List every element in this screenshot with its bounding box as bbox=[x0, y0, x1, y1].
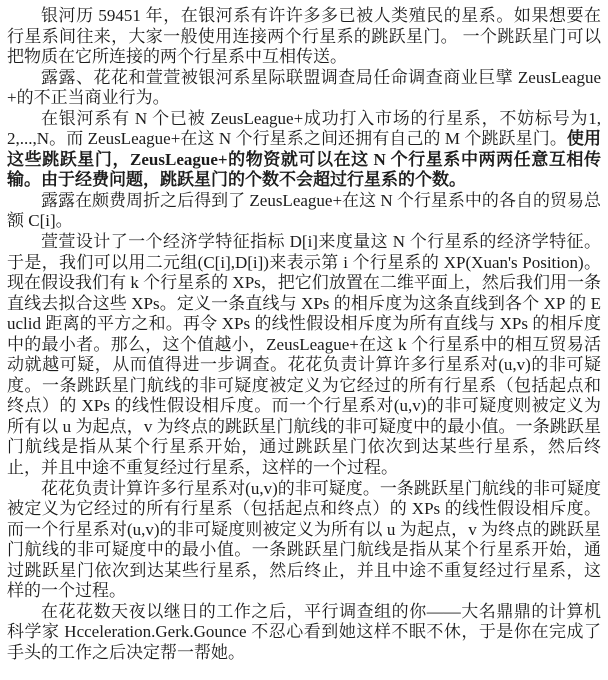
paragraph-text: 在银河系有 N 个已被 ZeusLeague+成功打入市场的行星系，不妨标号为1,2,...,N。而 ZeusLeague+在这 N 个行星系之间还拥有自己的 M 个跳跃星门。 bbox=[7, 108, 601, 149]
paragraph-text: 银河历 59451 年，在银河系有许许多多已被人类殖民的星系。如果想要在行星系间往来，大家一般使用连接两个行星系的跳跃星门。 一个跳跃星门可以把物质在它所连接的两个行星系中互相传送。 bbox=[7, 6, 601, 67]
paragraph-xp-definition bbox=[7, 232, 601, 479]
paragraph-trade-amounts bbox=[7, 191, 601, 232]
paragraph-text: 在花花数天夜以继日的工作之后，平行调查组的你——大名鼎鼎的计算机科学家 Hcceleration.Gerk.Gounce 不忍心看到她这样不眠不休，于是你在完成了手头的工作之后决定帮一帮她。 bbox=[7, 601, 601, 662]
paragraph-investigators bbox=[7, 68, 601, 109]
paragraph-text: 露露、花花和萱萱被银河系星际联盟调查局任命调查商业巨擘 ZeusLeague+的不正当商业行为。 bbox=[7, 67, 601, 108]
paragraph-text: 萱萱设计了一个经济学特征指标 D[i]来度量这 N 个行星系的经济学特征。于是，我们可以用二元组(C[i],D[i])来表示第 i 个行星系的 XP(Xuan's Position)。现在假设我们有 k 个行星系的 XPs，把它们放置在二维平面上，然后我们用一条直线去拟合这些 XPs。定义一条直线与 XPs 的相斥度为这条直线到各个 XP 的 Euclid 距离的平方之和。再令 XPs 的线性假设相斥度为所有直线与 XPs 的相斥度中的最小者。那么，这个值越小，ZeusLeague+在这 k 个行星系中的相互贸易活动就越可疑，从而值得进一步调查。花花负责计算许多行星系对(u,v)的非可疑度。一条跳跃星门航线的非可疑度被定义为它经过的所有行星系（包括起点和终点）的 XPs 的线性假设相斥度。而一个行星系对(u,v)的非可疑度则被定义为所有以 u 为起点，v 为终点的跳跃星门航线的非可疑度中的最小值。一条跳跃星门航线是指从某个行星系开始，通过跳跃星门依次到达某些行星系，然后终止，并且中途不重复经过行星系，这样的一个过程。 bbox=[7, 232, 601, 478]
paragraph-text: 花花负责计算许多行星系对(u,v)的非可疑度。一条跳跃星门航线的非可疑度被定义为它经过的所有行星系（包括起点和终点）的 XPs 的线性假设相斥度。而一个行星系对(u,v)的非可疑度则被定义为所有以 u 为起点，v 为终点的跳跃星门航线的非可疑度中的最小值。一条跳跃星门航线是指从某个行星系开始，通过跳跃星门依次到达某些行星系，然后终止，并且中途不重复经过行星系，这样的一个过程。 bbox=[7, 478, 601, 601]
paragraph-bold-text: 使用这些跳跃星门，ZeusLeague+的物资就可以在这 N 个行星系中两两任意互相传输。由于经费问题，跳跃星门的个数不会超过行星系的个数。 bbox=[7, 129, 601, 190]
paragraph-text: 露露在颇费周折之后得到了 ZeusLeague+在这 N 个行星系中的各自的贸易总额 C[i]。 bbox=[7, 190, 601, 231]
paragraph-nonsuspicion-definition bbox=[7, 479, 601, 602]
paragraph-you-help bbox=[7, 602, 601, 664]
paragraph-n-systems-m-gates bbox=[7, 109, 601, 191]
paragraph-intro-galaxy bbox=[7, 6, 601, 68]
